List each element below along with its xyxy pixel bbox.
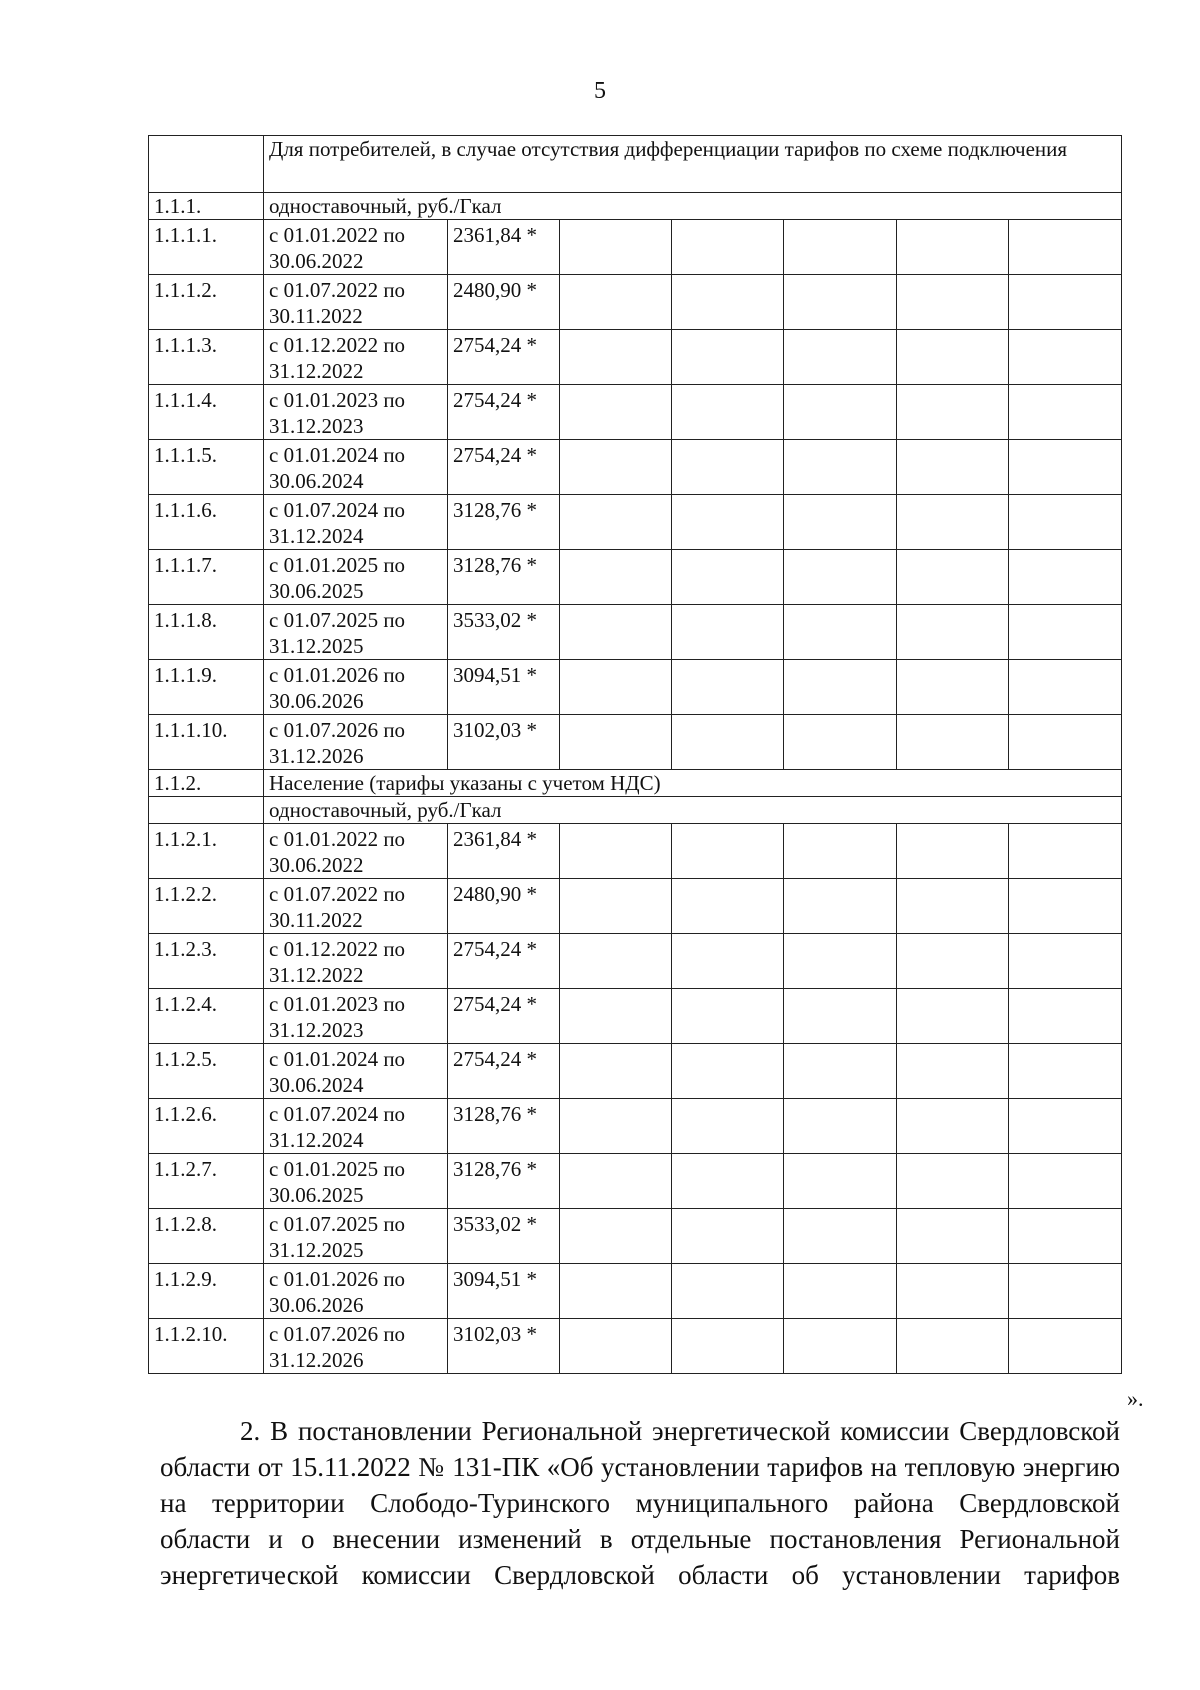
row-num: 1.1.2.6. (149, 1099, 264, 1154)
empty-cell (784, 1264, 897, 1319)
row-num: 1.1.2.5. (149, 1044, 264, 1099)
row-num: 1.1.2.3. (149, 934, 264, 989)
row-period: с 01.01.2026 по 30.06.2026 (264, 660, 448, 715)
closing-quote: ». (1127, 1386, 1144, 1411)
empty-cell (1009, 550, 1122, 605)
header-note: Для потребителей, в случае отсутствия дифференциации тарифов по схеме подключения (264, 136, 1122, 193)
row-period: с 01.12.2022 по 31.12.2022 (264, 330, 448, 385)
row-value: 3094,51 * (448, 1264, 560, 1319)
row-period: с 01.07.2024 по 31.12.2024 (264, 495, 448, 550)
row-value: 2754,24 * (448, 934, 560, 989)
empty-cell (560, 1209, 672, 1264)
empty-cell (560, 1264, 672, 1319)
empty-cell (672, 989, 784, 1044)
section-num: 1.1.2. (149, 770, 264, 797)
empty-cell (897, 550, 1009, 605)
empty-cell (784, 715, 897, 770)
empty-cell (784, 440, 897, 495)
row-value: 3128,76 * (448, 550, 560, 605)
empty-cell (560, 330, 672, 385)
row-num: 1.1.2.4. (149, 989, 264, 1044)
row-num: 1.1.2.7. (149, 1154, 264, 1209)
empty-cell (672, 1044, 784, 1099)
empty-cell (897, 495, 1009, 550)
empty-cell (560, 660, 672, 715)
row-num: 1.1.1.6. (149, 495, 264, 550)
row-num: 1.1.2.8. (149, 1209, 264, 1264)
empty-cell (897, 715, 1009, 770)
empty-cell (784, 550, 897, 605)
row-value: 2480,90 * (448, 275, 560, 330)
empty-cell (560, 440, 672, 495)
empty-cell (560, 934, 672, 989)
empty-cell (1009, 934, 1122, 989)
empty-cell (672, 660, 784, 715)
empty-cell (1009, 1319, 1122, 1374)
empty-cell (784, 1154, 897, 1209)
table-row (149, 1264, 1122, 1319)
row-num: 1.1.1.10. (149, 715, 264, 770)
row-value: 2361,84 * (448, 220, 560, 275)
row-value: 2754,24 * (448, 989, 560, 1044)
row-period: с 01.07.2025 по 31.12.2025 (264, 1209, 448, 1264)
table-row (149, 1209, 1122, 1264)
table-row (149, 660, 1122, 715)
row-value: 2361,84 * (448, 824, 560, 879)
empty-cell (897, 220, 1009, 275)
row-value: 3128,76 * (448, 1099, 560, 1154)
empty-cell (1009, 220, 1122, 275)
empty-cell (672, 715, 784, 770)
empty-cell (1009, 330, 1122, 385)
empty-cell (560, 1044, 672, 1099)
table-row (149, 989, 1122, 1044)
row-period: с 01.07.2024 по 31.12.2024 (264, 1099, 448, 1154)
row-value: 2754,24 * (448, 1044, 560, 1099)
table-row (149, 824, 1122, 879)
table-row (149, 1319, 1122, 1374)
empty-cell (1009, 824, 1122, 879)
empty-cell (560, 1099, 672, 1154)
empty-cell (672, 879, 784, 934)
empty-cell (560, 385, 672, 440)
row-num: 1.1.1.5. (149, 440, 264, 495)
empty-cell (672, 605, 784, 660)
row-value: 2480,90 * (448, 879, 560, 934)
empty-cell (560, 1154, 672, 1209)
empty-cell (672, 1209, 784, 1264)
empty-cell (897, 879, 1009, 934)
empty-cell (1009, 989, 1122, 1044)
empty-cell (1009, 879, 1122, 934)
empty-cell (897, 1319, 1009, 1374)
empty-cell (897, 660, 1009, 715)
section-row (149, 770, 1122, 797)
empty-cell (560, 989, 672, 1044)
empty-cell (1009, 1099, 1122, 1154)
row-num: 1.1.2.2. (149, 879, 264, 934)
row-period: с 01.01.2023 по 31.12.2023 (264, 989, 448, 1044)
empty-cell (672, 934, 784, 989)
row-period: с 01.07.2026 по 31.12.2026 (264, 1319, 448, 1374)
empty-cell (672, 824, 784, 879)
tariff-table-body (149, 136, 1122, 1374)
empty-cell (784, 495, 897, 550)
empty-cell (897, 1209, 1009, 1264)
row-period: с 01.07.2025 по 31.12.2025 (264, 605, 448, 660)
empty-cell (784, 1209, 897, 1264)
row-value: 3094,51 * (448, 660, 560, 715)
row-period: с 01.07.2026 по 31.12.2026 (264, 715, 448, 770)
empty-cell (1009, 1154, 1122, 1209)
empty-cell (897, 440, 1009, 495)
empty-cell (897, 275, 1009, 330)
empty-cell (1009, 1044, 1122, 1099)
empty-cell (1009, 1264, 1122, 1319)
row-num: 1.1.2.9. (149, 1264, 264, 1319)
empty-cell (672, 275, 784, 330)
row-value: 3102,03 * (448, 715, 560, 770)
empty-cell (897, 385, 1009, 440)
empty-cell (897, 934, 1009, 989)
row-num: 1.1.1.7. (149, 550, 264, 605)
empty-cell (1009, 275, 1122, 330)
empty-cell (897, 330, 1009, 385)
empty-cell (672, 385, 784, 440)
row-num: 1.1.1.3. (149, 330, 264, 385)
table-row (149, 550, 1122, 605)
empty-cell (784, 275, 897, 330)
empty-cell (672, 220, 784, 275)
body-paragraph: 2. В постановлении Региональной энергетической комиссии Свердловской области от 15.11.2022 № 131-ПК «Об установлении тарифов на тепловую энергию на территории Слободо-Туринского муниципального района Свердловской области и о внесении изменений в отдельные постановления Региональной энергетической комиссии Свердловской области об установлении тарифов (160, 1416, 1120, 1590)
empty-cell (897, 1264, 1009, 1319)
table-header-row (149, 136, 1122, 193)
subheader-num-cell (149, 797, 264, 824)
table-row (149, 1044, 1122, 1099)
row-period: с 01.01.2023 по 31.12.2023 (264, 385, 448, 440)
empty-cell (560, 824, 672, 879)
empty-cell (1009, 715, 1122, 770)
row-value: 2754,24 * (448, 330, 560, 385)
subheader-label: одноставочный, руб./Гкал (264, 797, 1122, 824)
empty-cell (784, 824, 897, 879)
table-row (149, 275, 1122, 330)
row-value: 3533,02 * (448, 1209, 560, 1264)
row-num: 1.1.2.10. (149, 1319, 264, 1374)
table-row (149, 495, 1122, 550)
empty-cell (897, 824, 1009, 879)
empty-cell (672, 495, 784, 550)
empty-cell (560, 715, 672, 770)
empty-cell (560, 605, 672, 660)
empty-cell (1009, 385, 1122, 440)
empty-cell (897, 1044, 1009, 1099)
empty-cell (560, 220, 672, 275)
row-period: с 01.07.2022 по 30.11.2022 (264, 879, 448, 934)
empty-cell (672, 330, 784, 385)
empty-cell (784, 1044, 897, 1099)
empty-cell (784, 330, 897, 385)
row-value: 2754,24 * (448, 385, 560, 440)
row-value: 3533,02 * (448, 605, 560, 660)
section-num: 1.1.1. (149, 193, 264, 220)
table-row (149, 220, 1122, 275)
table-row (149, 1099, 1122, 1154)
row-period: с 01.01.2024 по 30.06.2024 (264, 1044, 448, 1099)
row-value: 2754,24 * (448, 440, 560, 495)
subheader-row (149, 797, 1122, 824)
empty-cell (784, 220, 897, 275)
empty-cell (897, 1099, 1009, 1154)
table-row (149, 440, 1122, 495)
row-period: с 01.01.2022 по 30.06.2022 (264, 824, 448, 879)
empty-cell (784, 989, 897, 1044)
empty-cell (784, 1099, 897, 1154)
row-num: 1.1.1.8. (149, 605, 264, 660)
empty-cell (897, 989, 1009, 1044)
empty-cell (672, 1154, 784, 1209)
row-period: с 01.07.2022 по 30.11.2022 (264, 275, 448, 330)
table-row (149, 385, 1122, 440)
table-row (149, 934, 1122, 989)
empty-cell (1009, 495, 1122, 550)
row-value: 3128,76 * (448, 495, 560, 550)
empty-cell (784, 385, 897, 440)
page-number: 5 (594, 78, 606, 104)
empty-cell (1009, 1209, 1122, 1264)
row-num: 1.1.1.9. (149, 660, 264, 715)
empty-cell (560, 1319, 672, 1374)
empty-cell (897, 605, 1009, 660)
row-value: 3102,03 * (448, 1319, 560, 1374)
row-period: с 01.01.2025 по 30.06.2025 (264, 550, 448, 605)
row-num: 1.1.2.1. (149, 824, 264, 879)
row-period: с 01.01.2025 по 30.06.2025 (264, 1154, 448, 1209)
row-value: 3128,76 * (448, 1154, 560, 1209)
empty-cell (560, 275, 672, 330)
row-num: 1.1.1.4. (149, 385, 264, 440)
empty-cell (784, 879, 897, 934)
empty-cell (560, 495, 672, 550)
table-row (149, 1154, 1122, 1209)
table-row (149, 879, 1122, 934)
empty-cell (784, 934, 897, 989)
empty-cell (1009, 660, 1122, 715)
empty-cell (560, 550, 672, 605)
empty-cell (672, 1319, 784, 1374)
empty-cell (560, 879, 672, 934)
empty-cell (784, 660, 897, 715)
empty-cell (672, 1099, 784, 1154)
row-period: с 01.01.2022 по 30.06.2022 (264, 220, 448, 275)
header-num-cell (149, 136, 264, 193)
empty-cell (1009, 605, 1122, 660)
empty-cell (784, 605, 897, 660)
empty-cell (897, 1154, 1009, 1209)
table-row (149, 330, 1122, 385)
section-label: Население (тарифы указаны с учетом НДС) (264, 770, 1122, 797)
empty-cell (672, 440, 784, 495)
section-label: одноставочный, руб./Гкал (264, 193, 1122, 220)
empty-cell (1009, 440, 1122, 495)
row-num: 1.1.1.1. (149, 220, 264, 275)
tariff-table (148, 135, 1122, 1374)
empty-cell (672, 1264, 784, 1319)
row-num: 1.1.1.2. (149, 275, 264, 330)
table-row (149, 715, 1122, 770)
table-row (149, 605, 1122, 660)
section-row (149, 193, 1122, 220)
empty-cell (784, 1319, 897, 1374)
body-paragraph-block (160, 1413, 1120, 1593)
row-period: с 01.12.2022 по 31.12.2022 (264, 934, 448, 989)
empty-cell (672, 550, 784, 605)
row-period: с 01.01.2026 по 30.06.2026 (264, 1264, 448, 1319)
row-period: с 01.01.2024 по 30.06.2024 (264, 440, 448, 495)
